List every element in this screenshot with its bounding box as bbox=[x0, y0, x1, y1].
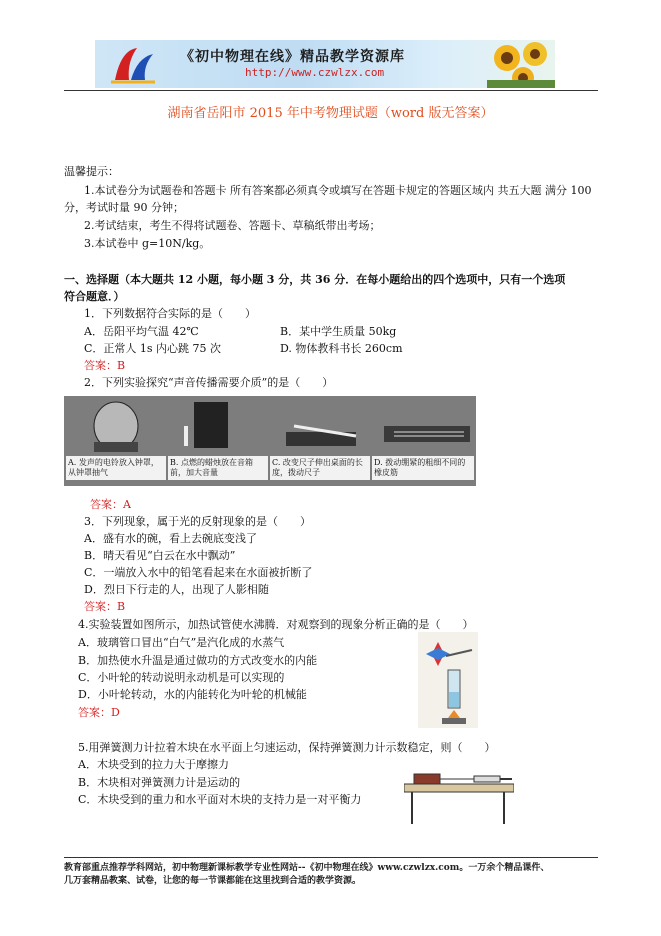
experiment-figure bbox=[64, 396, 476, 486]
footer-text bbox=[64, 862, 549, 888]
option-b: B．木块相对弹簧测力计是运动的 bbox=[78, 776, 241, 789]
option-d: D．烈日下行走的人，出现了人影相随 bbox=[84, 583, 269, 596]
question-stem: 2．下列实验探究“声音传播需要介质”的是（ ） bbox=[84, 376, 334, 389]
option-c: C．正常人 1s 内心跳 75 次 bbox=[84, 342, 222, 355]
answer: 答案：A bbox=[90, 498, 131, 511]
footer-line: 几万套精品教案、试卷，让您的每一节课都能在这里找到合适的教学资源。 bbox=[64, 876, 362, 886]
figure-caption: D. 拨动绷紧的粗细不同的橡皮筋 bbox=[372, 456, 474, 480]
option-c: C．小叶轮的转动说明永动机是可以实现的 bbox=[78, 671, 285, 684]
question-stem: 3．下列现象，属于光的反射现象的是（ ） bbox=[84, 515, 311, 528]
notes-item: 分，考试时量 90 分钟； bbox=[64, 201, 184, 214]
notes-item: 1.本试卷分为试题卷和答题卡 所有答案都必须真令或填写在答题卡规定的答题区域内 共五大题 满分 100 bbox=[84, 184, 592, 197]
notes-heading: 温馨提示： bbox=[64, 165, 119, 178]
header-banner bbox=[95, 40, 555, 88]
figure-caption: B. 点燃的蜡烛放在音箱前，加大音量 bbox=[168, 456, 268, 480]
option-c: C．一端放入水中的铅笔看起来在水面被折断了 bbox=[84, 566, 313, 579]
answer: 答案：B bbox=[84, 600, 126, 613]
footer-rule bbox=[64, 857, 598, 858]
notes-item: 3.本试卷中 g=10N/kg。 bbox=[84, 237, 211, 250]
spring-scale-block-figure bbox=[404, 770, 514, 826]
header-rule bbox=[64, 90, 598, 91]
figure-caption: A. 发声的电铃放入钟罩，从钟罩抽气 bbox=[66, 456, 166, 480]
option-a: A．木块受到的拉力大于摩擦力 bbox=[78, 758, 229, 771]
notes-item: 2.考试结束，考生不得将试题卷、答题卡、草稿纸带出考场； bbox=[84, 219, 381, 232]
question-stem: 4.实验装置如图所示，加热试管使水沸腾．对观察到的现象分析正确的是（ ） bbox=[78, 618, 474, 631]
section-heading: 符合题意．） bbox=[64, 290, 125, 303]
section-heading: 一、选择题（本大题共 12 小题，每小题 3 分，共 36 分．在每小题给出的四个选项中，只有一个选项 bbox=[64, 273, 566, 286]
experiment-drawings bbox=[64, 396, 476, 456]
sunflower-icon bbox=[487, 40, 555, 88]
answer: 答案：D bbox=[78, 706, 120, 719]
option-b: B．晴天看见“白云在水中飘动” bbox=[84, 549, 236, 562]
figure-caption: C. 改变尺子伸出桌面的长度，拨动尺子 bbox=[270, 456, 370, 480]
option-c: C．木块受到的重力和水平面对木块的支持力是一对平衡力 bbox=[78, 793, 362, 806]
option-a: A．盛有水的碗，看上去碗底变浅了 bbox=[84, 532, 257, 545]
answer: 答案：B bbox=[84, 359, 126, 372]
question-stem: 5.用弹簧测力计拉着木块在水平面上匀速运动，保持弹簧测力计示数稳定，则（ ） bbox=[78, 741, 496, 754]
logo-icon bbox=[107, 44, 159, 84]
option-b: B．加热使水升温是通过做功的方式改变水的内能 bbox=[78, 654, 318, 667]
option-d: D. 物体教科书长 260cm bbox=[280, 342, 403, 355]
option-a: A．玻璃管口冒出“白气”是汽化成的水蒸气 bbox=[78, 636, 285, 649]
test-tube-apparatus-figure bbox=[418, 632, 478, 728]
question-stem: 1．下列数据符合实际的是（ ） bbox=[84, 307, 256, 320]
document-title: 湖南省岳阳市 2015 年中考物理试题（word 版无答案） bbox=[167, 106, 494, 121]
option-a: A．岳阳平均气温 42℃ bbox=[84, 325, 199, 338]
footer-line: 教育部重点推荐学科网站，初中物理新课标教学专业性网站--《初中物理在线》www.czwlzx.com。一万余个精品课件、 bbox=[64, 863, 550, 873]
option-b: B．某中学生质量 50kg bbox=[280, 325, 397, 338]
option-d: D．小叶轮转动，水的内能转化为叶轮的机械能 bbox=[78, 688, 307, 701]
banner-url[interactable]: http://www.czwlzx.com bbox=[245, 66, 385, 79]
banner-title: 《初中物理在线》精品教学资源库 bbox=[180, 49, 405, 65]
